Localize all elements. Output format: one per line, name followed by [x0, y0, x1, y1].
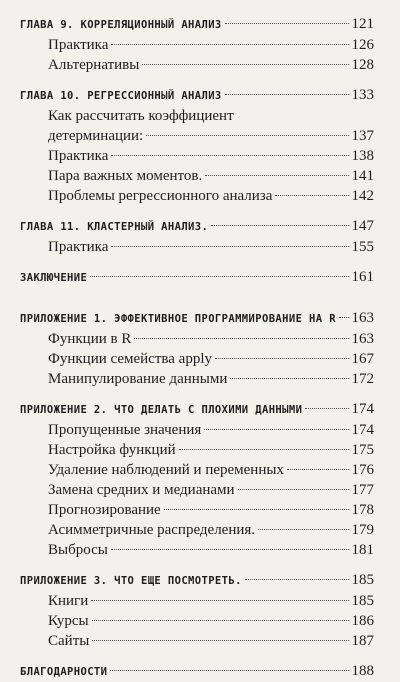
- dot-leader: [205, 175, 348, 176]
- toc-entry-title: ПРИЛОЖЕНИЕ 2. ЧТО ДЕЛАТЬ С ПЛОХИМИ ДАННЫМИ: [20, 404, 303, 416]
- toc-entry-title: Функции семейства apply: [48, 351, 213, 367]
- toc-page-number: 163: [351, 331, 374, 347]
- toc-entry-title: Замена средних и медианами: [48, 482, 235, 498]
- toc-entry-title: Книги: [48, 593, 89, 609]
- toc-entry-title: ПРИЛОЖЕНИЕ 1. ЭФФЕКТИВНОЕ ПРОГРАММИРОВАНИЕ НА R: [20, 313, 336, 325]
- toc-entry-title: Сайты: [48, 633, 90, 649]
- toc-section: [20, 520, 374, 540]
- dot-leader: [275, 195, 348, 196]
- dot-leader: [230, 378, 348, 379]
- dot-leader: [204, 429, 348, 430]
- dot-leader: [305, 408, 348, 409]
- toc-entry-title: Проблемы регрессионного анализа: [48, 188, 273, 204]
- toc-section: [20, 146, 374, 166]
- toc-appendix-3: [20, 570, 374, 591]
- toc-page-number: 155: [351, 239, 374, 255]
- toc-page-number: 177: [351, 482, 374, 498]
- dot-leader: [134, 338, 348, 339]
- dot-leader: [238, 489, 349, 490]
- toc-entry-title: Прогнозирование: [48, 502, 161, 518]
- dot-leader: [215, 358, 348, 359]
- toc-appendix-1: [20, 308, 374, 329]
- toc-section: [20, 540, 374, 560]
- toc-section: [20, 186, 374, 206]
- dot-leader: [287, 469, 349, 470]
- dot-leader: [146, 135, 348, 136]
- toc-entry-title: Асимметричные распределения.: [48, 522, 256, 538]
- dot-leader: [111, 246, 348, 247]
- toc-section: [20, 166, 374, 186]
- toc-page-number: 172: [351, 371, 374, 387]
- toc-page-number: 178: [351, 502, 374, 518]
- toc-page-number: 174: [351, 401, 374, 417]
- toc-section: [20, 329, 374, 349]
- dot-leader: [91, 600, 348, 601]
- toc-page-number: 128: [351, 57, 374, 73]
- toc-page-number: 142: [351, 188, 374, 204]
- dot-leader: [111, 44, 348, 45]
- toc-entry-title: ПРИЛОЖЕНИЕ 3. ЧТО ЕЩЕ ПОСМОТРЕТЬ.: [20, 575, 242, 587]
- toc-entry-title: Манипулирование данными: [48, 371, 228, 387]
- dot-leader: [142, 64, 348, 65]
- toc-chapter-11: [20, 216, 374, 237]
- toc-entry-title: Пропущенные значения: [48, 422, 202, 438]
- dot-leader: [111, 155, 348, 156]
- toc-entry-title: ГЛАВА 10. РЕГРЕССИОННЫЙ АНАЛИЗ: [20, 90, 222, 102]
- toc-entry-title-line1: Как рассчитать коэффициент: [48, 108, 234, 124]
- toc-page-number: 167: [351, 351, 374, 367]
- dot-leader: [90, 276, 348, 277]
- toc-appendix-2: [20, 399, 374, 420]
- toc-page-number: 163: [351, 310, 374, 326]
- toc-page-number: 185: [351, 593, 374, 609]
- toc-entry-title: БЛАГОДАРНОСТИ: [20, 666, 108, 678]
- toc-entry-title: ЗАКЛЮЧЕНИЕ: [20, 272, 88, 284]
- dot-leader: [211, 225, 348, 226]
- toc-section: [20, 611, 374, 631]
- dot-leader: [245, 579, 349, 580]
- toc-section: [20, 106, 374, 146]
- toc-page-number: 174: [351, 422, 374, 438]
- toc-page-number: 121: [351, 16, 374, 32]
- dot-leader: [92, 620, 349, 621]
- toc-entry-title: Выбросы: [48, 542, 108, 558]
- toc-entry-title: Удаление наблюдений и переменных: [48, 462, 284, 478]
- toc-section: [20, 237, 374, 257]
- toc-page-number: 181: [351, 542, 374, 558]
- toc-entry-title: Практика: [48, 37, 109, 53]
- dot-leader: [258, 529, 348, 530]
- toc-entry-title: Практика: [48, 148, 109, 164]
- toc-entry-title: ГЛАВА 11. КЛАСТЕРНЫЙ АНАЛИЗ.: [20, 221, 209, 233]
- toc-page-number: 186: [351, 613, 374, 629]
- toc-section: [20, 631, 374, 651]
- toc-section: [20, 55, 374, 75]
- toc-page-number: 133: [351, 87, 374, 103]
- toc-acknowledgements: [20, 661, 374, 682]
- dot-leader: [92, 640, 348, 641]
- toc-entry-title: ГЛАВА 9. КОРРЕЛЯЦИОННЫЙ АНАЛИЗ: [20, 19, 222, 31]
- toc-page-number: 188: [351, 663, 374, 679]
- toc-entry-title-line2: детерминации:: [48, 128, 144, 144]
- dot-leader: [225, 23, 349, 24]
- toc-entry-title: Настройка функций: [48, 442, 176, 458]
- dot-leader: [225, 94, 349, 95]
- toc-conclusion: [20, 267, 374, 288]
- dot-leader: [110, 670, 348, 671]
- toc-page-number: 176: [351, 462, 374, 478]
- toc-page-number: 126: [351, 37, 374, 53]
- dot-leader: [111, 549, 349, 550]
- toc-chapter-10: [20, 85, 374, 106]
- dot-leader: [339, 317, 349, 318]
- toc-entry-title: Функции в R: [48, 331, 132, 347]
- toc-section: [20, 591, 374, 611]
- toc-page-number: 137: [351, 128, 374, 144]
- toc-entry-title: Курсы: [48, 613, 89, 629]
- toc-page-number: 147: [351, 218, 374, 234]
- toc-page-number: 187: [351, 633, 374, 649]
- toc-entry-title: Альтернативы: [48, 57, 140, 73]
- toc-page-number: 161: [351, 269, 374, 285]
- toc-section: [20, 480, 374, 500]
- toc-section: [20, 35, 374, 55]
- toc-section: [20, 500, 374, 520]
- toc-entry-title: Практика: [48, 239, 109, 255]
- dot-leader: [164, 509, 349, 510]
- toc-page-number: 141: [351, 168, 374, 184]
- dot-leader: [179, 449, 349, 450]
- toc-section: [20, 440, 374, 460]
- toc-chapter-9: [20, 14, 374, 35]
- toc-page-number: 179: [351, 522, 374, 538]
- toc-entry-title: Пара важных моментов.: [48, 168, 203, 184]
- toc-section: [20, 460, 374, 480]
- toc-page-number: 138: [351, 148, 374, 164]
- toc-page-number: 175: [351, 442, 374, 458]
- toc-section: [20, 420, 374, 440]
- toc-page-number: 185: [351, 572, 374, 588]
- toc-section: [20, 369, 374, 389]
- toc-section: [20, 349, 374, 369]
